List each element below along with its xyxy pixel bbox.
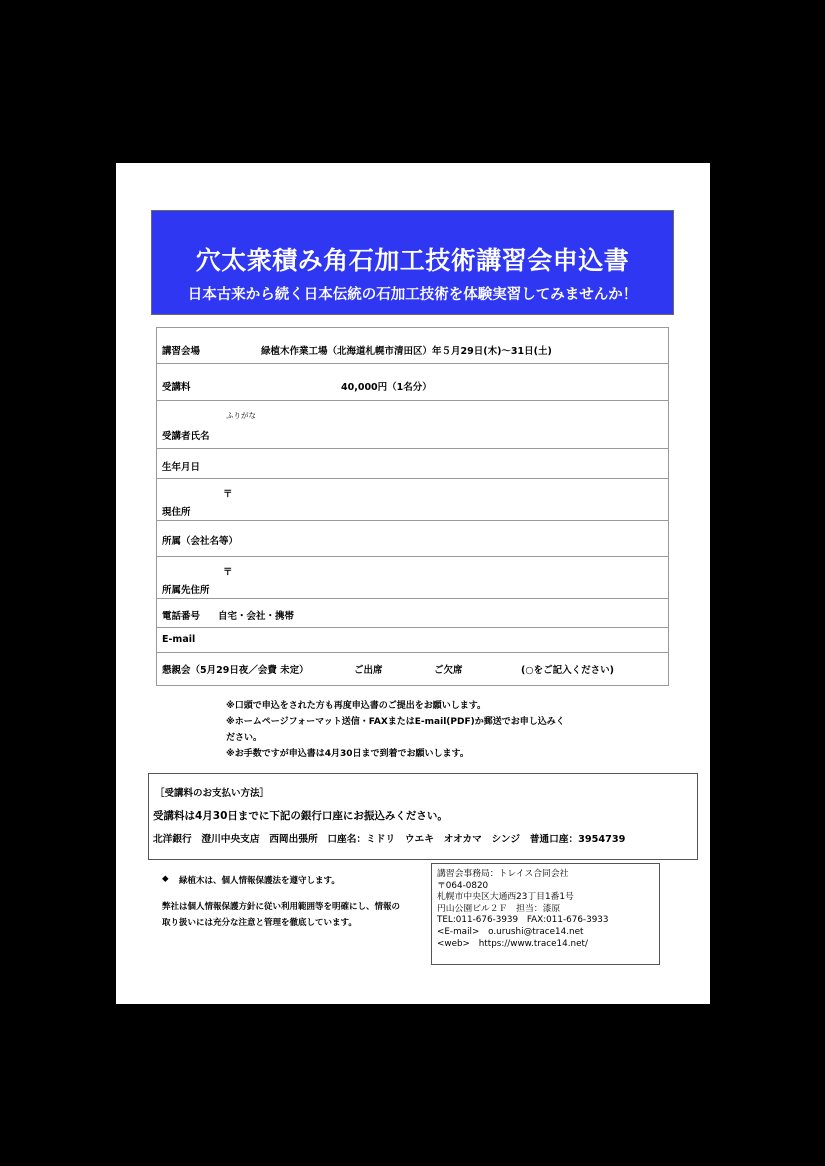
fee-label: 受講料	[162, 382, 191, 393]
name-row[interactable]	[157, 401, 668, 449]
party-label: 懇親会（5月29日夜／会費 未定）	[162, 665, 309, 676]
phone-label: 電話番号	[162, 611, 201, 622]
office-website[interactable]: <web> https://www.trace14.net/	[437, 938, 588, 949]
company-address-label: 所属先住所	[162, 585, 210, 596]
venue-row	[157, 328, 668, 364]
office-line: 〒064-0820	[437, 880, 489, 891]
office-email[interactable]: <E-mail> o.urushi@trace14.net	[437, 926, 584, 937]
venue-value: 緑植木作業工場（北海道札幌市清田区）年５月29日(木)〜31日(土)	[261, 346, 552, 357]
payment-box	[148, 773, 698, 860]
party-absent-option[interactable]: ご欠席	[434, 665, 463, 676]
fee-value: 40,000円（1名分）	[341, 382, 432, 393]
postal-mark: 〒	[223, 489, 233, 500]
name-label: 受講者氏名	[162, 431, 210, 442]
note-line: ださい。	[226, 733, 263, 743]
birthdate-label: 生年月日	[162, 462, 201, 473]
venue-label: 講習会場	[162, 346, 201, 357]
party-row[interactable]	[157, 653, 668, 685]
company-label: 所属（会社名等）	[162, 536, 239, 547]
application-form-table	[156, 327, 669, 686]
payment-instruction: 受講料は4月30日までに下記の銀行口座にお振込みください。	[153, 810, 448, 822]
phone-options: 自宅・会社・携帯	[218, 611, 295, 622]
office-line: TEL:011-676-3939 FAX:011-676-3933	[437, 915, 609, 926]
email-row[interactable]	[157, 628, 668, 653]
form-subtitle: 日本古来から続く日本伝統の石加工技術を体験実習してみませんか！	[187, 287, 638, 303]
fee-row	[157, 364, 668, 401]
note-line: ※口頭で申込をされた方も再度申込書のご提出をお願いします。	[226, 701, 487, 711]
email-label: E-mail	[162, 634, 196, 645]
party-note: (○をご記入ください)	[521, 665, 614, 676]
privacy-line: 取り扱いには充分な注意と管理を徹底しています。	[162, 918, 357, 928]
bank-account: 北洋銀行 澄川中央支店 西岡出張所 口座名：ミドリ ウエキ オオカマ シンジ 普通口座：3954739	[153, 834, 626, 845]
privacy-line: 弊社は個人情報保護方針に従い利用範囲等を明確にし、情報の	[162, 902, 401, 912]
note-line: ※お手数ですが申込書は4月30日まで到着でお願いします。	[226, 749, 469, 759]
bullet-icon: ◆	[162, 874, 169, 884]
form-title: 穴太衆積み角石加工技術講習会申込書	[195, 246, 630, 275]
phone-row[interactable]	[157, 599, 668, 628]
company-address-row[interactable]	[157, 557, 668, 599]
office-line: 円山公園ビル２Ｆ 担当：漆原	[437, 903, 561, 914]
privacy-line: 緑植木は、個人情報保護法を遵守します。	[179, 876, 340, 886]
company-row[interactable]	[157, 521, 668, 557]
office-contact-box	[431, 863, 660, 965]
company-postal-mark: 〒	[223, 567, 233, 578]
submission-notes	[226, 698, 565, 762]
note-line: ※ホームページフォーマット送信・FAXまたはE-mail(PDF)か郵送でお申し込みく	[226, 717, 565, 727]
furigana-label: ふりがな	[226, 411, 256, 420]
address-row[interactable]	[157, 479, 668, 521]
title-banner	[151, 210, 674, 315]
office-line: 札幌市中央区大通西23丁目1番1号	[437, 892, 574, 903]
office-line: 講習会事務局：トレイス合同会社	[437, 869, 569, 879]
payment-heading: ［受講料のお支払い方法］	[155, 788, 270, 799]
address-label: 現住所	[162, 507, 191, 518]
birthdate-row[interactable]	[157, 449, 668, 479]
party-attend-option[interactable]: ご出席	[354, 665, 383, 676]
application-form-page	[116, 163, 710, 1004]
